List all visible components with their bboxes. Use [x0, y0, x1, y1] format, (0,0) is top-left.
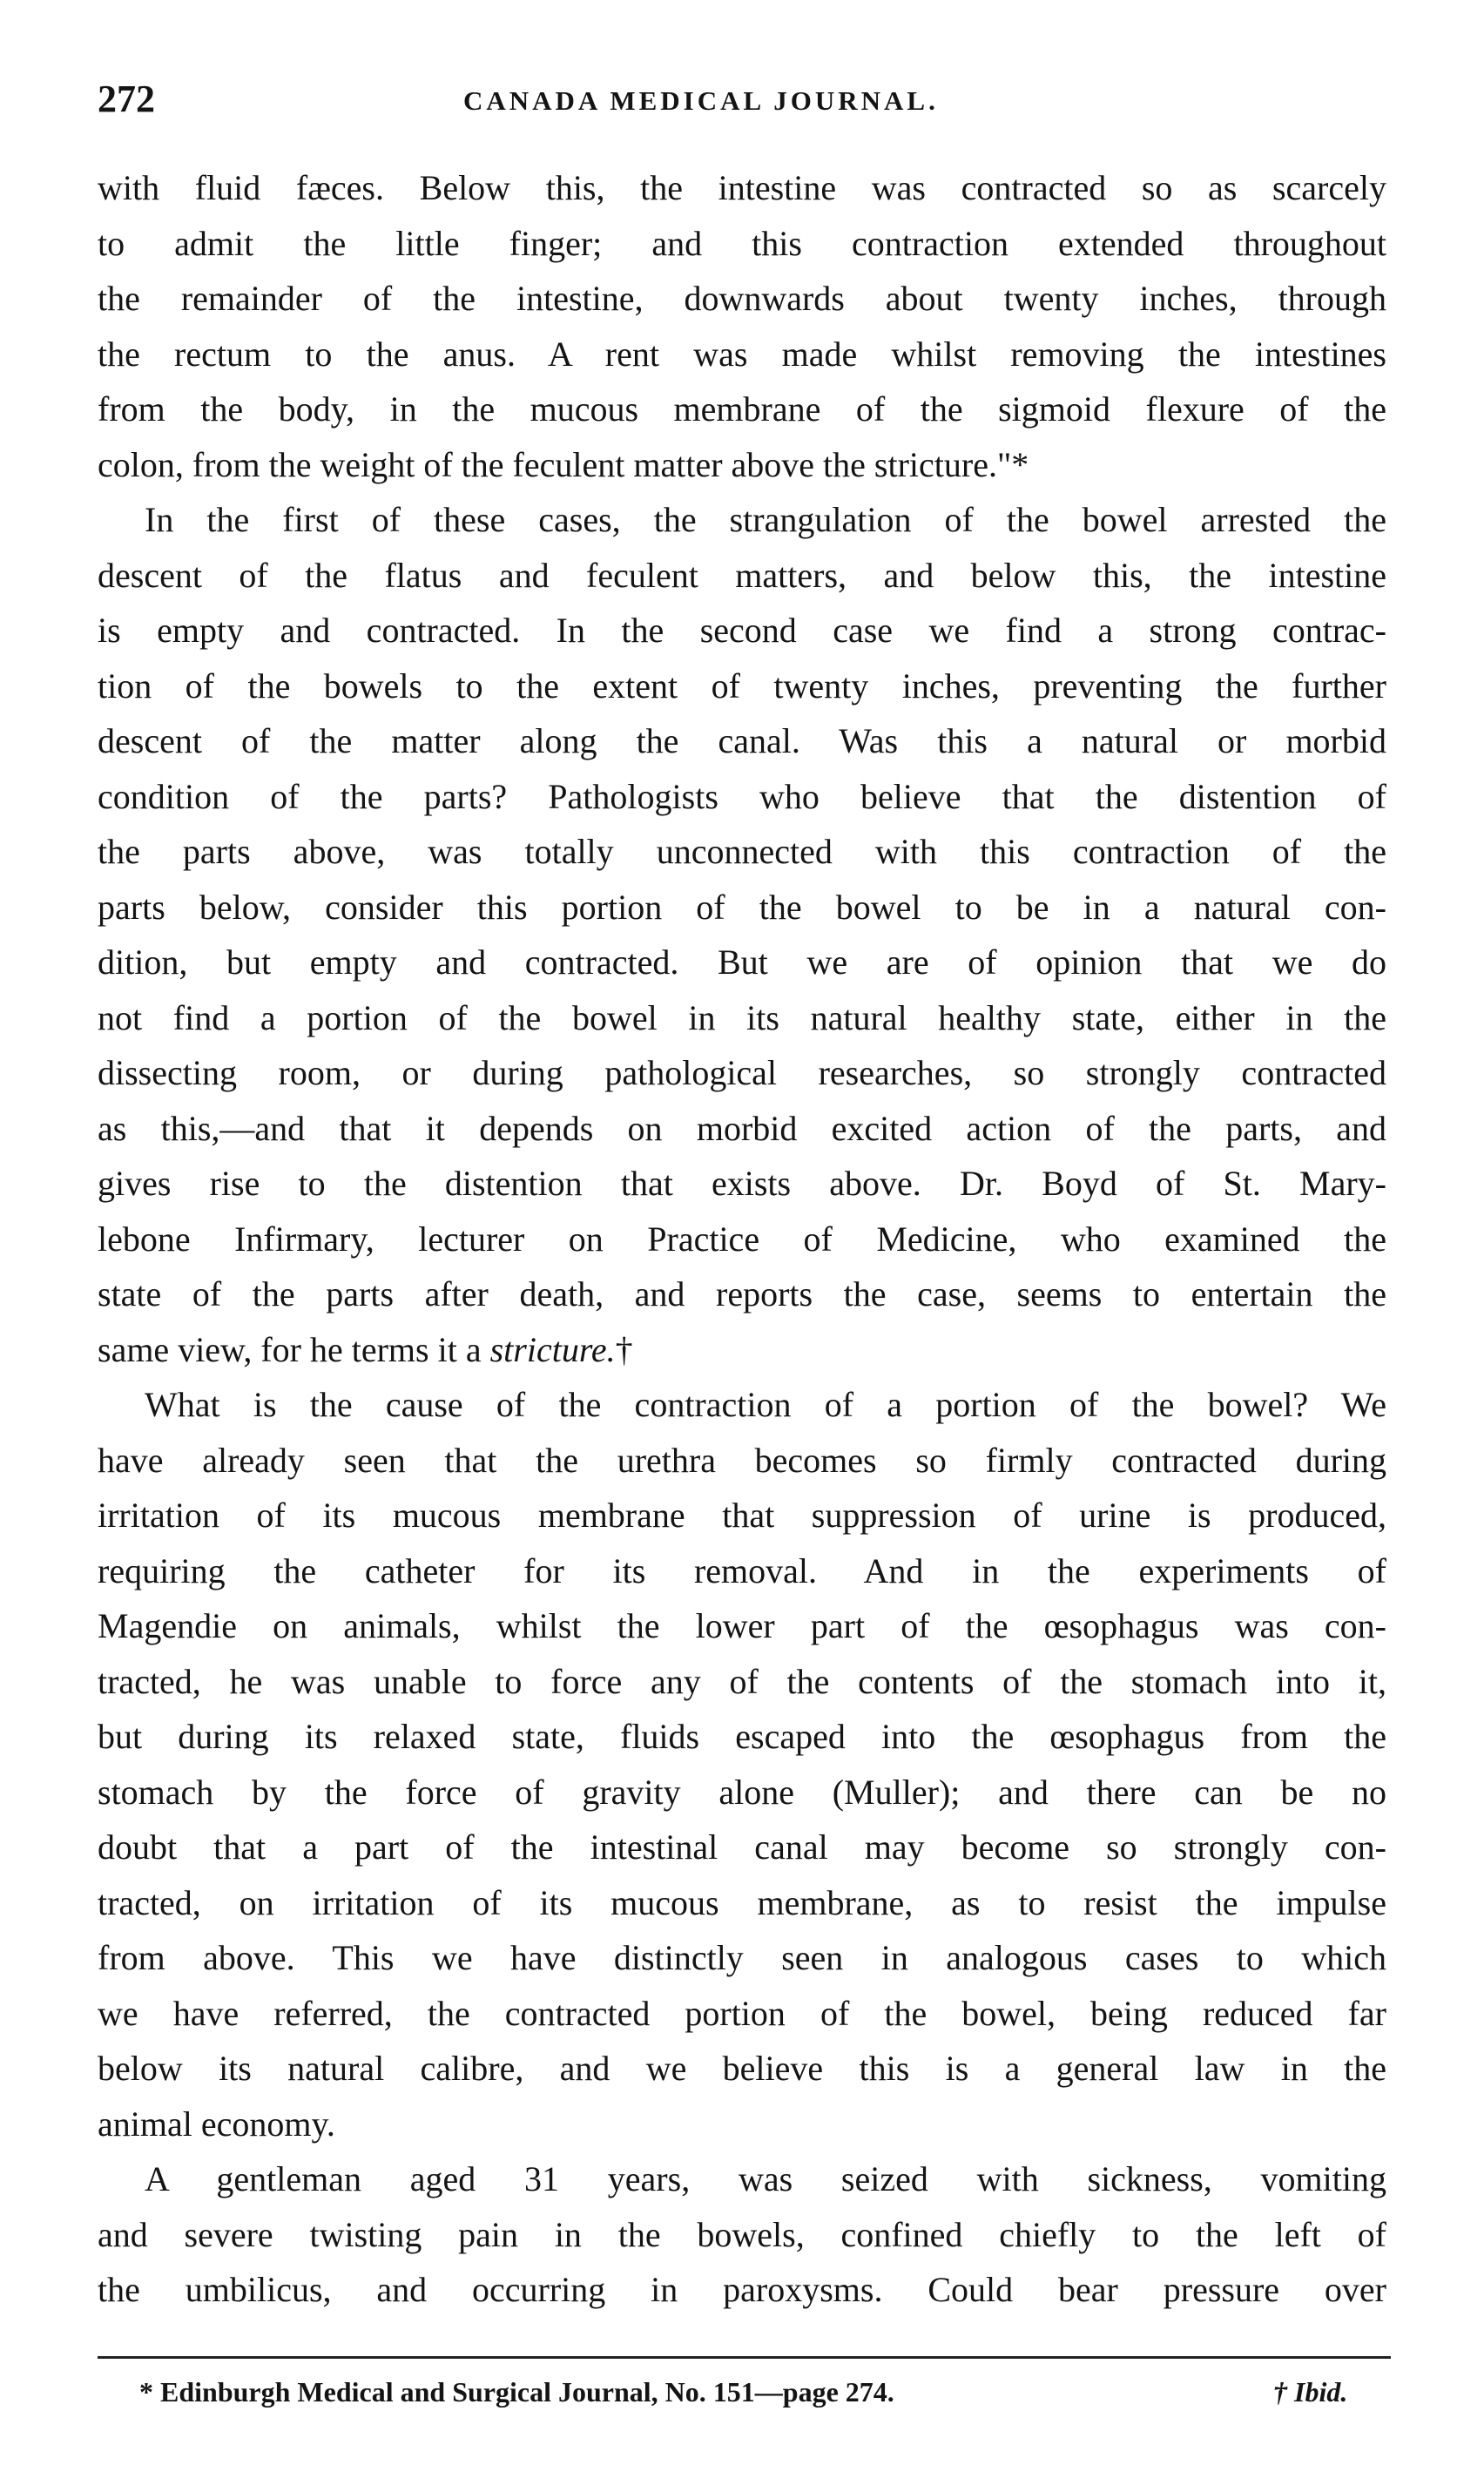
text-line: What is the cause of the contraction of a portion of the bowel? We — [145, 1385, 1386, 1424]
text-line: is empty and contracted. In the second case we find a strong contrac- — [98, 611, 1386, 650]
text-line: descent of the flatus and feculent matters, and below this, the intestine — [98, 555, 1386, 595]
page-number: 272 — [98, 78, 155, 120]
text-line: irritation of its mucous membrane that suppression of urine is produced, — [98, 1496, 1386, 1535]
text-line: to admit the little finger; and this contraction extended throughout — [98, 223, 1386, 263]
text-line: and severe twisting pain in the bowels, confined chiefly to the left of — [98, 2214, 1386, 2254]
footnote-edinburgh: * Edinburgh Medical and Surgical Journal, No. 151—page 274. — [139, 2376, 894, 2408]
running-head: CANADA MEDICAL JOURNAL. — [463, 85, 939, 116]
text-line: parts below, consider this portion of the bowel to be in a natural con- — [98, 887, 1386, 927]
text-line: A gentleman aged 31 years, was seized with sickness, vomiting — [145, 2159, 1386, 2198]
footnote-rule — [98, 2356, 1391, 2359]
text-line: dissecting room, or during pathological researches, so strongly contracted — [98, 1053, 1386, 1092]
text-line: requiring the catheter for its removal. And in the experiments of — [98, 1550, 1386, 1590]
text-line: gives rise to the distention that exists above. Dr. Boyd of St. Mary- — [98, 1164, 1386, 1203]
text-line: colon, from the weight of the feculent matter above the stricture."* — [98, 444, 1029, 484]
text-line: below its natural calibre, and we believe this is a general law in the — [98, 2049, 1386, 2088]
text-line: the umbilicus, and occurring in paroxysms. Could bear pressure over — [98, 2270, 1386, 2309]
footnote-ibid: † Ibid. — [1273, 2376, 1348, 2408]
text-line: the rectum to the anus. A rent was made whilst removing the intestines — [98, 334, 1386, 374]
text-line: tion of the bowels to the extent of twenty inches, preventing the further — [98, 665, 1386, 706]
text-line: stomach by the force of gravity alone (Muller); and there can be no — [98, 1772, 1386, 1812]
text-line: same view, for he terms it a stricture.† — [98, 1329, 633, 1369]
text-line: tracted, on irritation of its mucous membrane, as to resist the impulse — [98, 1882, 1386, 1922]
text-line: state of the parts after death, and reports the case, seems to entertain the — [98, 1274, 1386, 1314]
text-line: doubt that a part of the intestinal canal may become so strongly con- — [98, 1827, 1386, 1867]
text-line: lebone Infirmary, lecturer on Practice of Medicine, who examined the — [98, 1219, 1386, 1259]
text-line: with fluid fæces. Below this, the intestine was contracted so as scarcely — [98, 168, 1386, 207]
text-line: animal economy. — [98, 2104, 335, 2144]
text-line: the parts above, was totally unconnected with this contraction of the — [98, 832, 1386, 871]
text-line: we have referred, the contracted portion of the bowel, being reduced far — [98, 1993, 1386, 2033]
text-line: tracted, he was unable to force any of the contents of the stomach into it, — [98, 1661, 1386, 1701]
body-text — [98, 160, 1386, 2318]
text-line: In the first of these cases, the strangulation of the bowel arrested the — [145, 500, 1386, 539]
text-line: dition, but empty and contracted. But we are of opinion that we do — [98, 942, 1386, 982]
text-line: have already seen that the urethra becomes so firmly contracted during — [98, 1440, 1386, 1480]
text-line: as this,—and that it depends on morbid excited action of the parts, and — [98, 1108, 1386, 1148]
footnotes — [98, 2376, 1386, 2420]
text-line: the remainder of the intestine, downwards about twenty inches, through — [98, 279, 1386, 318]
text-line: but during its relaxed state, fluids escaped into the œsophagus from the — [98, 1717, 1386, 1756]
text-line: not find a portion of the bowel in its natural healthy state, either in the — [98, 997, 1386, 1037]
text-line: from above. This we have distinctly seen in analogous cases to which — [98, 1938, 1386, 1977]
page-header — [98, 77, 1386, 129]
text-line: condition of the parts? Pathologists who believe that the distention of — [98, 776, 1386, 816]
text-line: Magendie on animals, whilst the lower part of the œsophagus was con- — [98, 1606, 1386, 1645]
text-line: from the body, in the mucous membrane of the sigmoid flexure of the — [98, 389, 1386, 429]
text-line: descent of the matter along the canal. Was this a natural or morbid — [98, 721, 1386, 760]
